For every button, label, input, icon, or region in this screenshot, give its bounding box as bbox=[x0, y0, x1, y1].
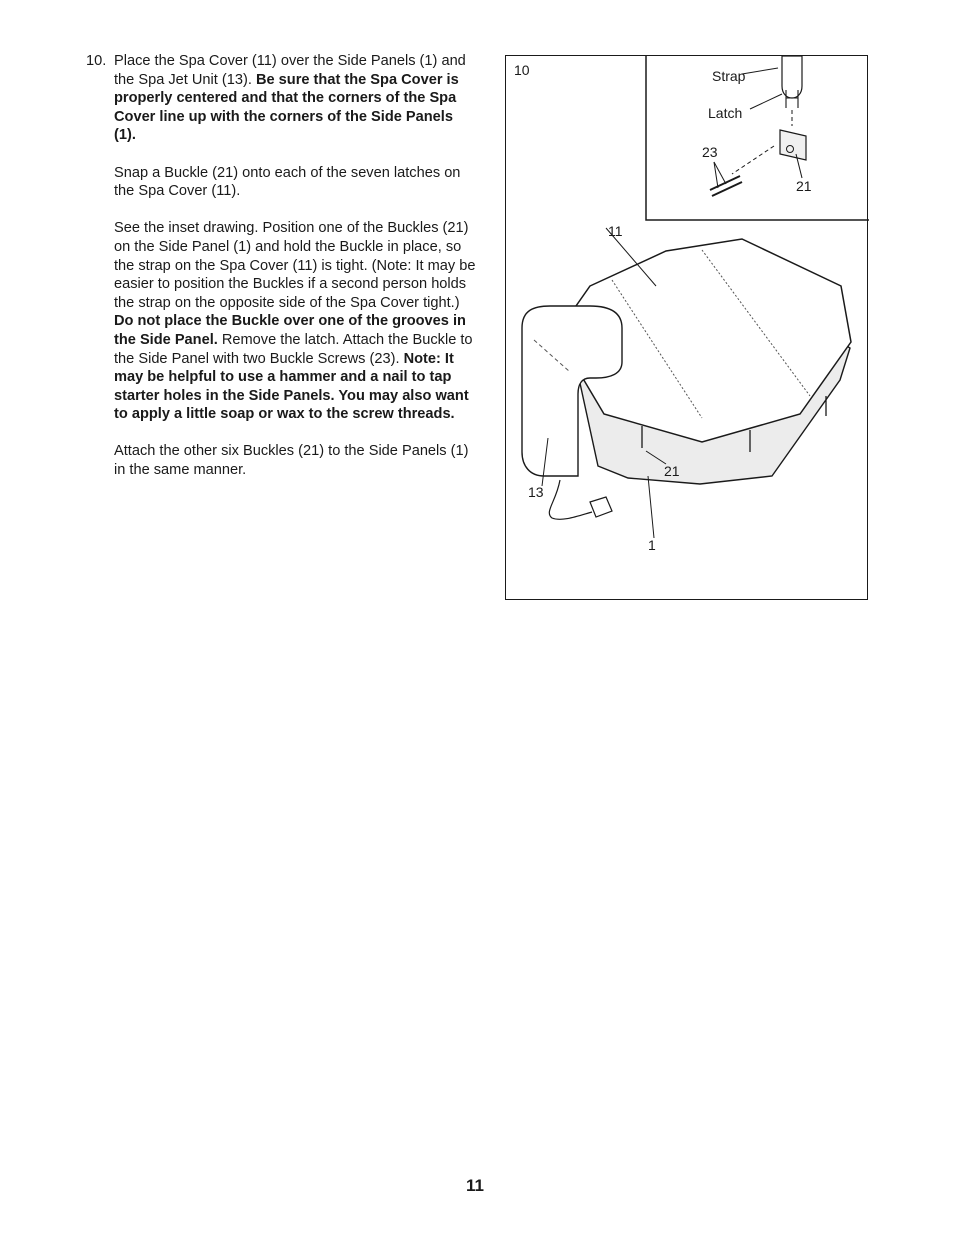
strap-shape bbox=[782, 56, 802, 98]
air-button bbox=[590, 497, 612, 517]
buckle-shape bbox=[780, 130, 806, 160]
paragraph-place-cover bbox=[114, 52, 478, 145]
step-body bbox=[114, 52, 478, 480]
instruction-step bbox=[86, 52, 478, 498]
callout-buckle: 21 bbox=[664, 463, 680, 479]
paragraph-emphasis: Do not place the Buckle over one of the grooves in the Side Panel. bbox=[114, 313, 466, 348]
side-panel-leader bbox=[648, 476, 654, 538]
inset-label-latch: Latch bbox=[708, 105, 743, 121]
paragraph-text: Remove the latch. Attach the Buckle to the Side Panel with two Buckle Screws (23). bbox=[114, 331, 473, 367]
assembly-figure bbox=[505, 55, 868, 600]
paragraph-note: Note: It may be helpful to use a hammer and a nail to tap starter holes in the Side Panels. You may also want to apply a little soap or wax to the screw threads. bbox=[114, 350, 469, 423]
inset-label-strap: Strap bbox=[712, 68, 746, 84]
callout-cover: 11 bbox=[608, 223, 623, 239]
paragraph-text: See the inset drawing. Position one of the Buckles (21) on the Side Panel (1) and hold the Buckle in place, so the strap on the Spa Cover (11) is tight. (Note: It may be easier to position the Buckles if a second person holds the strap on the opposite side of the Spa Cover tight.) bbox=[114, 220, 476, 311]
inset-frame bbox=[646, 56, 869, 220]
paragraph-position-buckle bbox=[114, 219, 478, 424]
screw-guide-line bbox=[732, 146, 774, 174]
spa-drawing bbox=[522, 223, 851, 553]
step-number: 10. bbox=[86, 53, 107, 69]
inset-label-buckle: 21 bbox=[796, 178, 812, 194]
inset-drawing bbox=[646, 56, 869, 220]
paragraph-attach-others: Attach the other six Buckles (21) to the Side Panels (1) in the same manner. bbox=[114, 443, 469, 479]
page-number: 11 bbox=[466, 1176, 484, 1195]
power-cord bbox=[549, 480, 592, 519]
screws-shape bbox=[710, 176, 742, 196]
paragraph-text: Place the Spa Cover (11) over the Side Panels (1) and the Spa Jet Unit (13). bbox=[114, 53, 466, 88]
callout-side-panel: 1 bbox=[648, 537, 656, 553]
paragraph-snap-buckle: Snap a Buckle (21) onto each of the seven latches on the Spa Cover (11). bbox=[114, 164, 461, 200]
inset-label-screws: 23 bbox=[702, 144, 718, 160]
callout-jet-unit: 13 bbox=[528, 484, 544, 500]
figure-drawing bbox=[506, 56, 869, 601]
figure-step-label: 10 bbox=[514, 62, 530, 78]
strap-leader bbox=[742, 68, 778, 74]
latch-leader bbox=[750, 94, 782, 109]
paragraph-emphasis: Be sure that the Spa Cover is properly centered and that the corners of the Spa Cover line up with the corners of the Side Panels (1). bbox=[114, 71, 459, 144]
